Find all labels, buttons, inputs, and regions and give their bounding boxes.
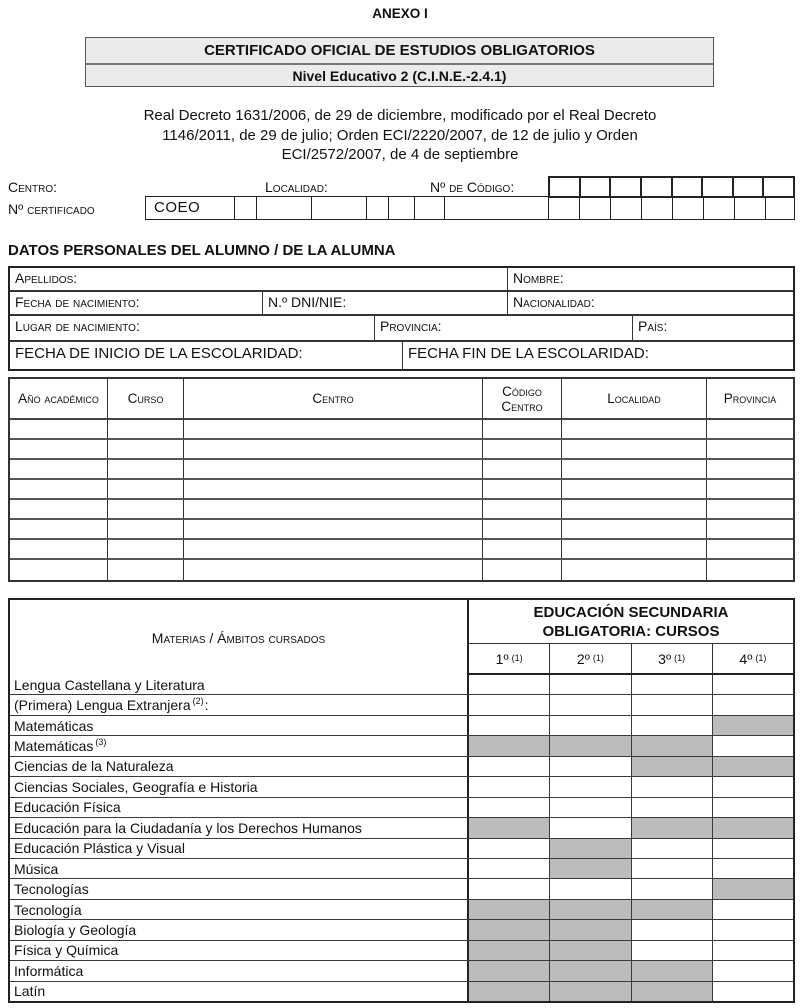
course-cell bbox=[467, 675, 549, 694]
materias-row-label: (Primera) Lengua Extranjera $^{(2)}$ : bbox=[14, 696, 209, 714]
certificado-label: Nº certificado bbox=[8, 201, 95, 217]
course-cell bbox=[467, 757, 549, 776]
certificado-empty-cell bbox=[703, 197, 734, 219]
academico-header-ano: Año académico bbox=[18, 391, 99, 406]
codigo-box-cell bbox=[579, 178, 610, 196]
certificado-empty-cell bbox=[388, 197, 414, 219]
course-cell-shaded bbox=[549, 941, 630, 960]
lugar-nacimiento-cell: Lugar de nacimiento: bbox=[15, 318, 140, 334]
certificado-empty-cell bbox=[672, 197, 703, 219]
academico-empty-cell bbox=[561, 560, 706, 580]
materias-row bbox=[10, 940, 793, 960]
academico-empty-cell bbox=[183, 540, 482, 558]
academico-header-centro: Centro bbox=[183, 379, 482, 418]
academico-empty-row bbox=[10, 560, 793, 580]
materias-row bbox=[10, 797, 793, 817]
course-cell bbox=[631, 798, 712, 817]
academico-empty-cell bbox=[561, 420, 706, 438]
academico-empty-cell bbox=[183, 480, 482, 498]
academico-empty-cell bbox=[107, 460, 183, 478]
academico-empty-cell bbox=[10, 440, 107, 458]
codigo-box-cell bbox=[762, 178, 793, 196]
course-cell bbox=[712, 900, 793, 919]
course-cell bbox=[631, 777, 712, 796]
title-box bbox=[85, 37, 714, 87]
academico-empty-cell bbox=[482, 480, 561, 498]
materias-row-label: Física y Química bbox=[14, 942, 119, 959]
academico-empty-row bbox=[10, 480, 793, 500]
course-cell-shaded bbox=[712, 757, 793, 776]
academico-empty-row bbox=[10, 420, 793, 440]
materias-row-label: Ciencias Sociales, Geografía e Historia bbox=[14, 778, 258, 795]
localidad-label: Localidad: bbox=[265, 179, 328, 195]
materias-row-label: Lengua Castellana y Literatura bbox=[14, 676, 205, 693]
academico-header-curso: Curso bbox=[107, 379, 183, 418]
materias-row-label: Informática bbox=[14, 962, 84, 979]
materias-row-label: Tecnologías bbox=[14, 881, 89, 898]
datos-row bbox=[10, 316, 793, 342]
academico-empty-cell bbox=[183, 460, 482, 478]
academico-empty-cell bbox=[561, 440, 706, 458]
academico-empty-cell bbox=[482, 520, 561, 538]
course-cell-shaded bbox=[467, 982, 549, 1001]
decree-reference-text bbox=[0, 106, 800, 165]
certificado-empty-cell bbox=[414, 197, 444, 219]
course-cell bbox=[467, 695, 549, 714]
datos-row bbox=[10, 268, 793, 292]
academico-empty-row bbox=[10, 520, 793, 540]
academico-empty-cell bbox=[482, 560, 561, 580]
materias-row bbox=[10, 776, 793, 796]
course-cell-shaded bbox=[631, 757, 712, 776]
materias-table bbox=[8, 598, 795, 1003]
course-cell bbox=[549, 879, 630, 898]
academico-empty-row bbox=[10, 500, 793, 520]
materias-row bbox=[10, 756, 793, 776]
materias-row bbox=[10, 919, 793, 939]
course-cell-shaded bbox=[467, 736, 549, 755]
course-cell-shaded bbox=[467, 900, 549, 919]
course-cell bbox=[631, 716, 712, 735]
materias-row-label: Biología y Geología bbox=[14, 921, 137, 938]
materias-row bbox=[10, 735, 793, 755]
academico-empty-cell bbox=[706, 480, 793, 498]
apellidos-cell: Apellidos: bbox=[15, 270, 78, 286]
materias-header bbox=[10, 600, 793, 675]
course-cell bbox=[712, 839, 793, 858]
course-cell bbox=[712, 859, 793, 878]
course-cell bbox=[712, 798, 793, 817]
course-cell-shaded bbox=[549, 900, 630, 919]
footnote-marker: (2) bbox=[192, 696, 204, 707]
course-cell-shaded bbox=[549, 920, 630, 939]
academico-empty-cell bbox=[561, 480, 706, 498]
centro-label: Centro: bbox=[8, 179, 57, 195]
certificado-empty-cell bbox=[765, 197, 794, 219]
academico-empty-cell bbox=[107, 440, 183, 458]
materias-row bbox=[10, 817, 793, 837]
materias-row-label: Música bbox=[14, 860, 59, 877]
materias-row-label: Latín bbox=[14, 983, 46, 1000]
academico-empty-cell bbox=[107, 420, 183, 438]
course-cell bbox=[549, 798, 630, 817]
course-cell bbox=[712, 736, 793, 755]
materias-row-label: Matemáticas $^{(3)}$ bbox=[14, 737, 107, 755]
academico-empty-cell bbox=[706, 540, 793, 558]
certificado-empty-cell bbox=[256, 197, 311, 219]
academico-empty-cell bbox=[482, 540, 561, 558]
codigo-box-cell bbox=[609, 178, 640, 196]
academico-empty-row bbox=[10, 460, 793, 480]
datos-personales-table bbox=[8, 266, 795, 371]
course-cell bbox=[712, 695, 793, 714]
materias-row bbox=[10, 694, 793, 714]
academico-empty-cell bbox=[561, 540, 706, 558]
course-cell bbox=[467, 839, 549, 858]
pais-cell: País: bbox=[632, 316, 793, 340]
course-cell-shaded bbox=[467, 818, 549, 837]
codigo-label: Nº de Código: bbox=[430, 179, 515, 195]
footnote-marker: (1) bbox=[511, 652, 523, 663]
academico-header-row bbox=[10, 379, 793, 420]
course-cell-shaded bbox=[631, 818, 712, 837]
materias-row-label: Ciencias de la Naturaleza bbox=[14, 758, 174, 775]
course-header-3: 3º $^{(1)}$ bbox=[631, 644, 712, 673]
academico-empty-cell bbox=[706, 460, 793, 478]
codigo-box-cell bbox=[550, 178, 579, 196]
codigo-box-cell bbox=[732, 178, 763, 196]
academico-empty-cell bbox=[561, 520, 706, 538]
academico-empty-cell bbox=[107, 540, 183, 558]
course-cell-shaded bbox=[549, 736, 630, 755]
course-cell bbox=[549, 675, 630, 694]
course-cell bbox=[631, 941, 712, 960]
eso-cursos-header-block bbox=[467, 600, 793, 675]
academico-body bbox=[10, 420, 793, 580]
academico-empty-row bbox=[10, 540, 793, 560]
course-cell bbox=[467, 777, 549, 796]
certificado-empty-cell bbox=[366, 197, 388, 219]
course-cell bbox=[712, 941, 793, 960]
academico-header-codigo: Código Centro bbox=[482, 379, 561, 418]
academico-empty-cell bbox=[107, 520, 183, 538]
academico-empty-cell bbox=[10, 460, 107, 478]
academico-empty-cell bbox=[482, 500, 561, 518]
certificado-empty-cell bbox=[311, 197, 366, 219]
academico-empty-cell bbox=[706, 560, 793, 580]
course-cell-shaded bbox=[549, 961, 630, 980]
academico-empty-cell bbox=[183, 520, 482, 538]
decree-line: ECI/2572/2007, de 4 de septiembre bbox=[281, 146, 519, 163]
course-cell bbox=[549, 716, 630, 735]
materias-row-label: Tecnología bbox=[14, 901, 82, 918]
course-cell bbox=[549, 757, 630, 776]
course-header-2: 2º $^{(1)}$ bbox=[549, 644, 630, 673]
certificado-empty-cell bbox=[641, 197, 672, 219]
course-cell-shaded bbox=[549, 839, 630, 858]
academico-empty-cell bbox=[706, 440, 793, 458]
certificado-empty-cell bbox=[734, 197, 765, 219]
course-cell bbox=[467, 859, 549, 878]
decree-line: Real Decreto 1631/2006, de 29 de diciembre, modificado por el Real Decreto bbox=[143, 107, 657, 124]
course-cell-shaded bbox=[631, 961, 712, 980]
materias-row bbox=[10, 675, 793, 694]
course-cell bbox=[712, 961, 793, 980]
course-header-1: 1º $^{(1)}$ bbox=[495, 650, 523, 667]
course-cell bbox=[712, 920, 793, 939]
materias-column-header: Materias / Ámbitos cursados bbox=[151, 629, 326, 646]
academico-empty-cell bbox=[482, 440, 561, 458]
course-cell-shaded bbox=[631, 982, 712, 1001]
academico-empty-cell bbox=[10, 520, 107, 538]
materias-row bbox=[10, 899, 793, 919]
course-cell-shaded bbox=[467, 920, 549, 939]
materias-row-label: Matemáticas bbox=[14, 717, 94, 734]
course-cell bbox=[467, 716, 549, 735]
course-cell bbox=[712, 982, 793, 1001]
eso-cursos-group-header: EDUCACIÓN SECUNDARIA OBLIGATORIA: CURSOS bbox=[469, 600, 793, 644]
academico-empty-cell bbox=[107, 480, 183, 498]
academico-empty-cell bbox=[10, 560, 107, 580]
materias-row bbox=[10, 981, 793, 1001]
footnote-marker: (3) bbox=[95, 737, 107, 748]
academico-empty-cell bbox=[10, 420, 107, 438]
certificado-code-cell: COEO bbox=[154, 199, 201, 216]
dni-cell: N.º DNI/NIE: bbox=[262, 292, 507, 314]
academico-empty-cell bbox=[107, 560, 183, 580]
datos-personales-heading: DATOS PERSONALES DEL ALUMNO / DE LA ALUMNA bbox=[8, 242, 396, 259]
course-cell bbox=[549, 777, 630, 796]
course-cell-shaded bbox=[631, 736, 712, 755]
course-cell bbox=[631, 920, 712, 939]
codigo-box-cell bbox=[671, 178, 702, 196]
materias-row bbox=[10, 858, 793, 878]
course-cell bbox=[549, 818, 630, 837]
codigo-box-cell bbox=[640, 178, 671, 196]
datos-row bbox=[10, 292, 793, 316]
course-cell bbox=[631, 695, 712, 714]
academico-empty-cell bbox=[482, 460, 561, 478]
academico-empty-cell bbox=[561, 500, 706, 518]
footnote-marker: (1) bbox=[755, 652, 767, 663]
course-cell bbox=[631, 859, 712, 878]
materias-row bbox=[10, 878, 793, 898]
academico-header-provincia: Provincia bbox=[706, 379, 793, 418]
certificado-empty-cell bbox=[444, 197, 548, 219]
annex-title: ANEXO I bbox=[372, 6, 428, 21]
course-cell bbox=[631, 675, 712, 694]
course-cell bbox=[631, 839, 712, 858]
datos-row bbox=[10, 342, 793, 369]
academico-empty-cell bbox=[183, 420, 482, 438]
academico-empty-cell bbox=[183, 560, 482, 580]
course-cell bbox=[467, 879, 549, 898]
course-cell-shaded bbox=[712, 716, 793, 735]
materias-row-label: Educación Física bbox=[14, 799, 121, 816]
course-cell-shaded bbox=[712, 879, 793, 898]
materias-body bbox=[10, 675, 793, 1001]
course-cell bbox=[712, 675, 793, 694]
academico-empty-cell bbox=[10, 540, 107, 558]
course-cell-shaded bbox=[549, 982, 630, 1001]
historial-academico-table bbox=[8, 377, 795, 582]
academico-empty-cell bbox=[482, 420, 561, 438]
codigo-box-cell bbox=[701, 178, 732, 196]
course-cell-shaded bbox=[549, 859, 630, 878]
footnote-marker: (1) bbox=[592, 652, 604, 663]
course-cell bbox=[549, 695, 630, 714]
course-cell-shaded bbox=[467, 961, 549, 980]
course-header-4: 4º $^{(1)}$ bbox=[712, 644, 793, 673]
fecha-inicio-cell: FECHA DE INICIO DE LA ESCOLARIDAD: bbox=[15, 345, 303, 362]
materias-row bbox=[10, 715, 793, 735]
materias-row-label: Educación Plástica y Visual bbox=[14, 840, 185, 857]
academico-empty-cell bbox=[10, 480, 107, 498]
course-cell-shaded bbox=[631, 900, 712, 919]
certificado-empty-cell bbox=[234, 197, 256, 219]
certificate-subtitle: Nivel Educativo 2 (C.I.N.E.-2.4.1) bbox=[86, 63, 713, 86]
fecha-nacimiento-cell: Fecha de nacimiento: bbox=[15, 294, 140, 310]
academico-header-localidad: Localidad bbox=[561, 379, 706, 418]
decree-line: 1146/2011, de 29 de julio; Orden ECI/2220/2007, de 12 de julio y Orden bbox=[162, 126, 638, 144]
academico-empty-cell bbox=[706, 500, 793, 518]
academico-empty-row bbox=[10, 440, 793, 460]
materias-row bbox=[10, 960, 793, 980]
course-cell bbox=[712, 777, 793, 796]
provincia-cell: Provincia: bbox=[374, 316, 632, 340]
footnote-marker: (1) bbox=[674, 652, 686, 663]
course-cell-shaded bbox=[467, 941, 549, 960]
certificado-strip bbox=[145, 196, 795, 220]
materias-row bbox=[10, 838, 793, 858]
certificate-title: CERTIFICADO OFICIAL DE ESTUDIOS OBLIGATORIOS bbox=[204, 42, 595, 59]
course-headers-row bbox=[469, 644, 793, 675]
certificado-empty-cell bbox=[610, 197, 641, 219]
course-cell bbox=[631, 879, 712, 898]
academico-empty-cell bbox=[183, 440, 482, 458]
materias-row-label: Educación para la Ciudadanía y los Derechos Humanos bbox=[14, 819, 362, 836]
academico-empty-cell bbox=[706, 520, 793, 538]
academico-empty-cell bbox=[107, 500, 183, 518]
nacionalidad-cell: Nacionalidad: bbox=[507, 292, 793, 314]
course-cell bbox=[467, 798, 549, 817]
certificado-empty-cell bbox=[548, 197, 579, 219]
nombre-cell: Nombre: bbox=[507, 268, 793, 290]
academico-empty-cell bbox=[561, 460, 706, 478]
certificado-empty-cell bbox=[579, 197, 610, 219]
academico-empty-cell bbox=[706, 420, 793, 438]
codigo-boxes bbox=[548, 176, 795, 198]
academico-empty-cell bbox=[183, 500, 482, 518]
course-cell-shaded bbox=[712, 818, 793, 837]
fecha-fin-cell: FECHA FIN DE LA ESCOLARIDAD: bbox=[402, 342, 793, 369]
academico-empty-cell bbox=[10, 500, 107, 518]
